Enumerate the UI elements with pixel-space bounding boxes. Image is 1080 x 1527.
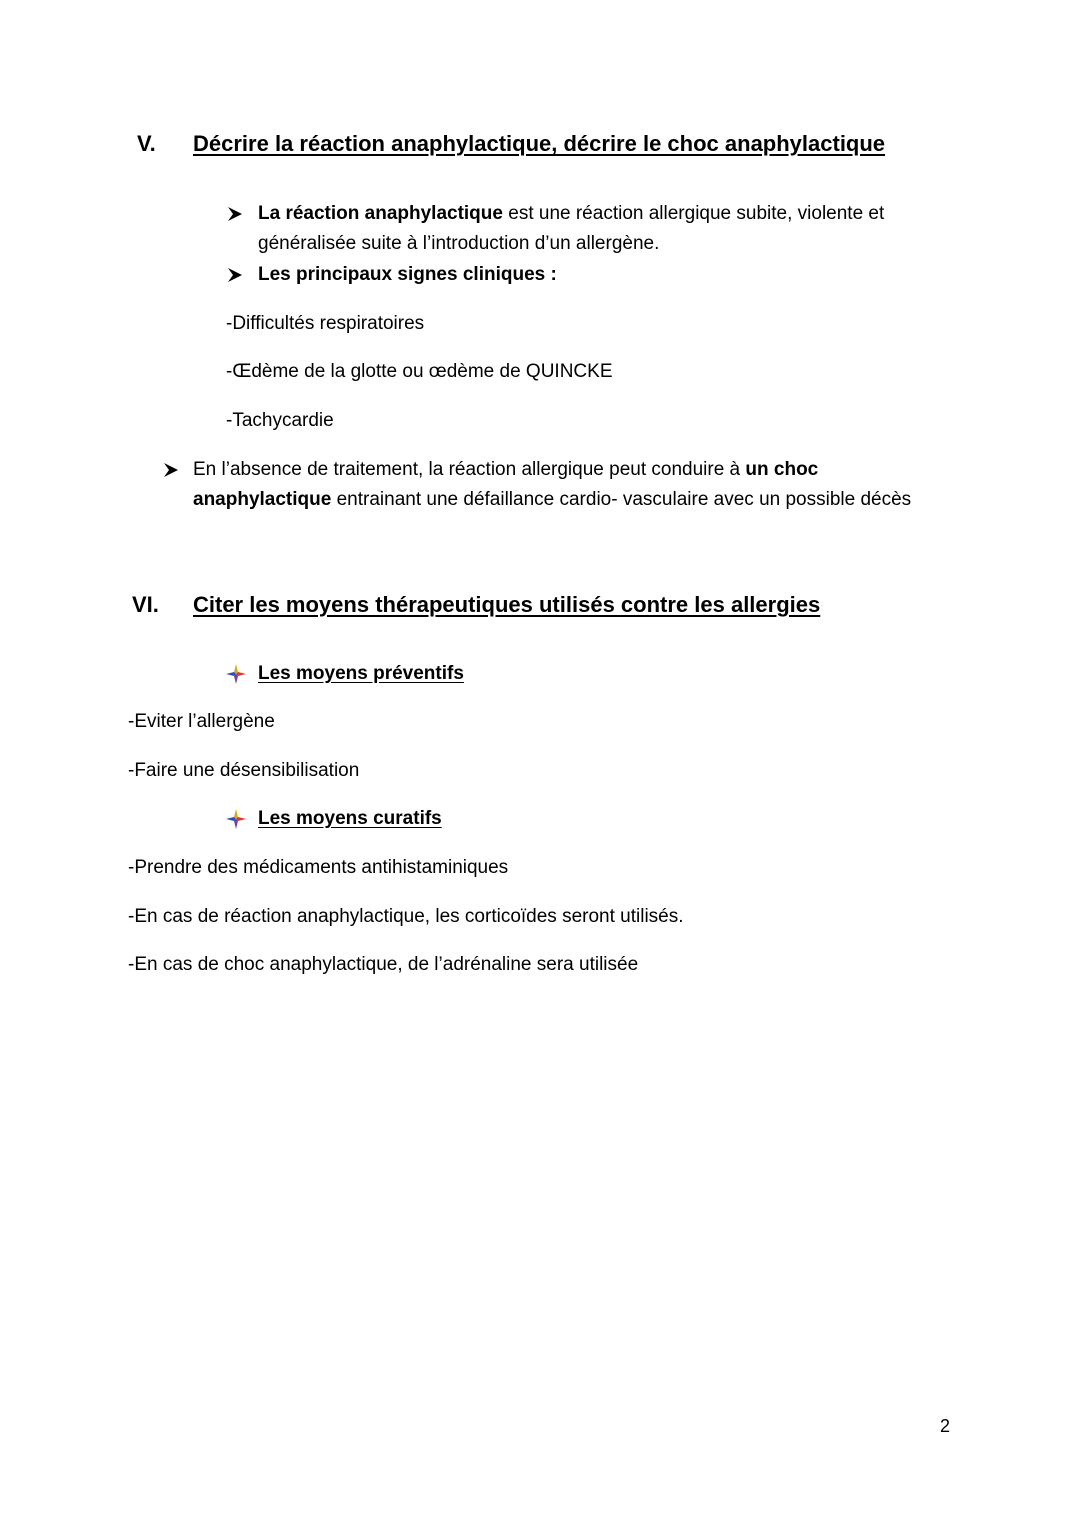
bullet-shock-bold: un choc [745, 459, 819, 480]
sign-item: -Tachycardie [226, 410, 334, 431]
bullet-clinical-signs: Les principaux signes cliniques : [258, 264, 557, 285]
bullet-anaphylactic-reaction-line2: généralisée suite à l’introduction d’un allergène. [258, 233, 660, 254]
curative-title: Les moyens curatifs [258, 808, 442, 829]
arrow-bullet-icon [226, 266, 244, 284]
section-vi-title: Citer les moyens thérapeutiques utilisés contre les allergies [193, 592, 821, 617]
section-v-title: Décrire la réaction anaphylactique, décrire le choc anaphylactique [193, 131, 886, 156]
curative-item: -En cas de réaction anaphylactique, les corticoïdes seront utilisés. [128, 906, 684, 927]
bullet-shock-text-2: entrainant une défaillance cardio- vasculaire avec un possible décès [331, 489, 912, 510]
sign-item: -Difficultés respiratoires [226, 313, 425, 334]
section-vi-number: VI. [132, 592, 159, 617]
arrow-bullet-icon [162, 461, 180, 479]
bullet-anaphylactic-reaction [258, 199, 884, 229]
bullet-anaphylactic-shock-line2 [193, 485, 911, 515]
preventive-item: -Faire une désensibilisation [128, 760, 360, 781]
sign-item: -Œdème de la glotte ou œdème de QUINCKE [226, 361, 613, 382]
bullet-shock-text: En l’absence de traitement, la réaction allergique peut conduire à [193, 459, 746, 480]
curative-item: -En cas de choc anaphylactique, de l’adrénaline sera utilisée [128, 954, 639, 975]
bullet-anaphylactic-reaction-bold: La réaction anaphylactique [258, 203, 503, 224]
bullet-anaphylactic-shock-line1 [193, 455, 818, 485]
section-v-number: V. [137, 131, 156, 156]
preventive-title: Les moyens préventifs [258, 663, 464, 684]
bullet-shock-bold-2: anaphylactique [193, 489, 332, 510]
curative-item: -Prendre des médicaments antihistaminiques [128, 857, 509, 878]
page-number: 2 [940, 1416, 951, 1436]
arrow-bullet-icon [226, 205, 244, 223]
four-point-star-bullet-icon [226, 664, 246, 684]
bullet-anaphylactic-reaction-text: est une réaction allergique subite, violente et [502, 203, 885, 224]
preventive-item: -Eviter l’allergène [128, 711, 275, 732]
four-point-star-bullet-icon [226, 809, 246, 829]
